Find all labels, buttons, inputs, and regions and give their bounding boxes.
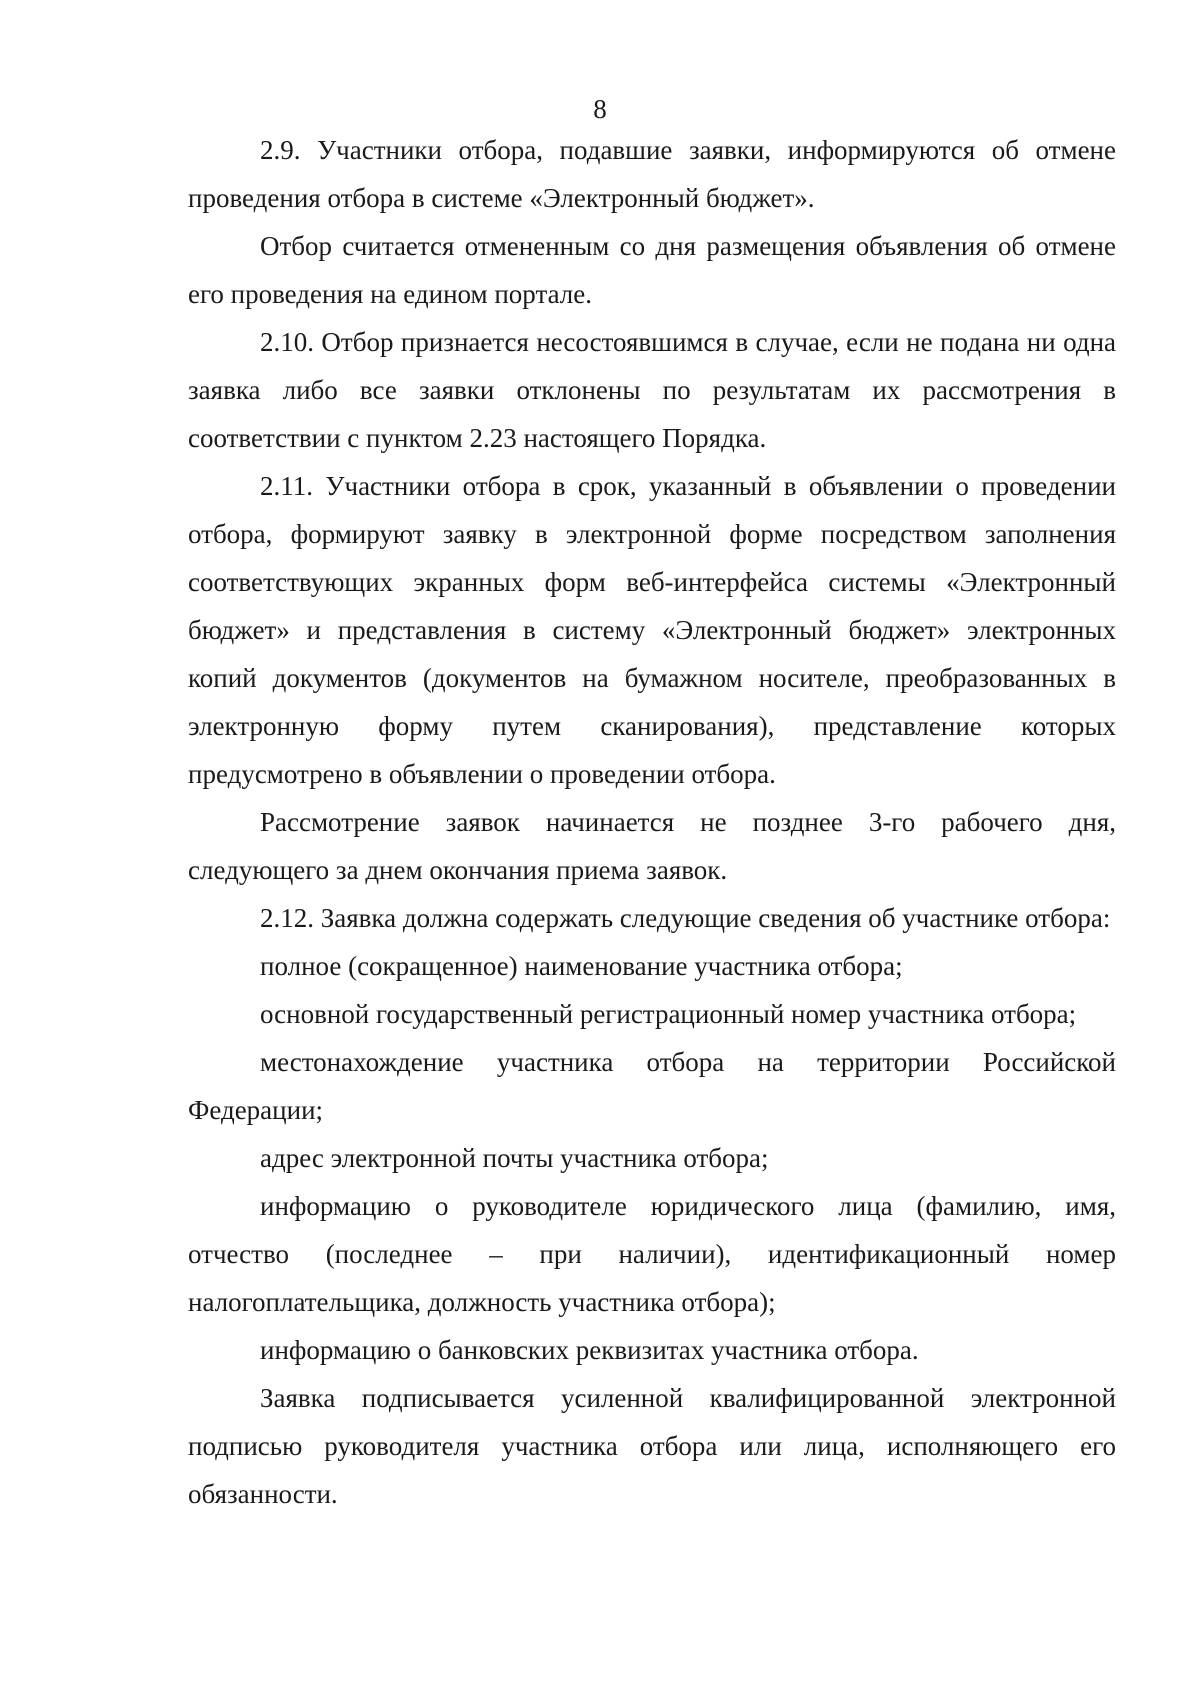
- paragraph-signature: Заявка подписывается усиленной квалифицированной электронной подписью руководителя участника отбора или лица, исполняющего его обязанности.: [188, 1383, 1116, 1509]
- paragraph-2-10: 2.10. Отбор признается несостоявшимся в случае, если не подана ни одна заявка либо все заявки отклонены по результатам их рассмотрения в соответствии с пунктом 2.23 настоящего Порядка.: [188, 327, 1116, 453]
- list-item-manager-info: информацию о руководителе юридического лица (фамилию, имя, отчество (последнее – при наличии), идентификационный номер налогоплательщика, должность участника отбора);: [188, 1191, 1116, 1317]
- paragraph-2-9: 2.9. Участники отбора, подавшие заявки, информируются об отмене проведения отбора в системе «Электронный бюджет».: [188, 135, 1116, 213]
- list-item-full-name: полное (сокращенное) наименование участника отбора;: [260, 951, 903, 981]
- list-item-bank-details: информацию о банковских реквизитах участника отбора.: [260, 1335, 919, 1365]
- paragraph-2-12: 2.12. Заявка должна содержать следующие сведения об участнике отбора:: [260, 903, 1111, 933]
- list-item-location: местонахождение участника отбора на территории Российской Федерации;: [188, 1047, 1116, 1125]
- paragraph-2-11: 2.11. Участники отбора в срок, указанный в объявлении о проведении отбора, формируют заявку в электронной форме посредством заполнения соответствующих экранных форм веб-интерфейса системы «Электронный бюджет» и представления в систему «Электронный бюджет» электронных копий документов (документов на бумажном носителе, преобразованных в электронную форму путем сканирования), представление которых предусмотрено в объявлении о проведении отбора.: [188, 471, 1116, 789]
- paragraph-cancellation-date: Отбор считается отмененным со дня размещения объявления об отмене его проведения на едином портале.: [188, 231, 1116, 309]
- page-number: 8: [593, 94, 607, 124]
- paragraph-review-start: Рассмотрение заявок начинается не позднее 3-го рабочего дня, следующего за днем окончания приема заявок.: [188, 807, 1116, 885]
- list-item-ogrn: основной государственный регистрационный номер участника отбора;: [260, 999, 1077, 1029]
- list-item-email: адрес электронной почты участника отбора;: [260, 1143, 769, 1173]
- document-body: [188, 126, 1116, 1518]
